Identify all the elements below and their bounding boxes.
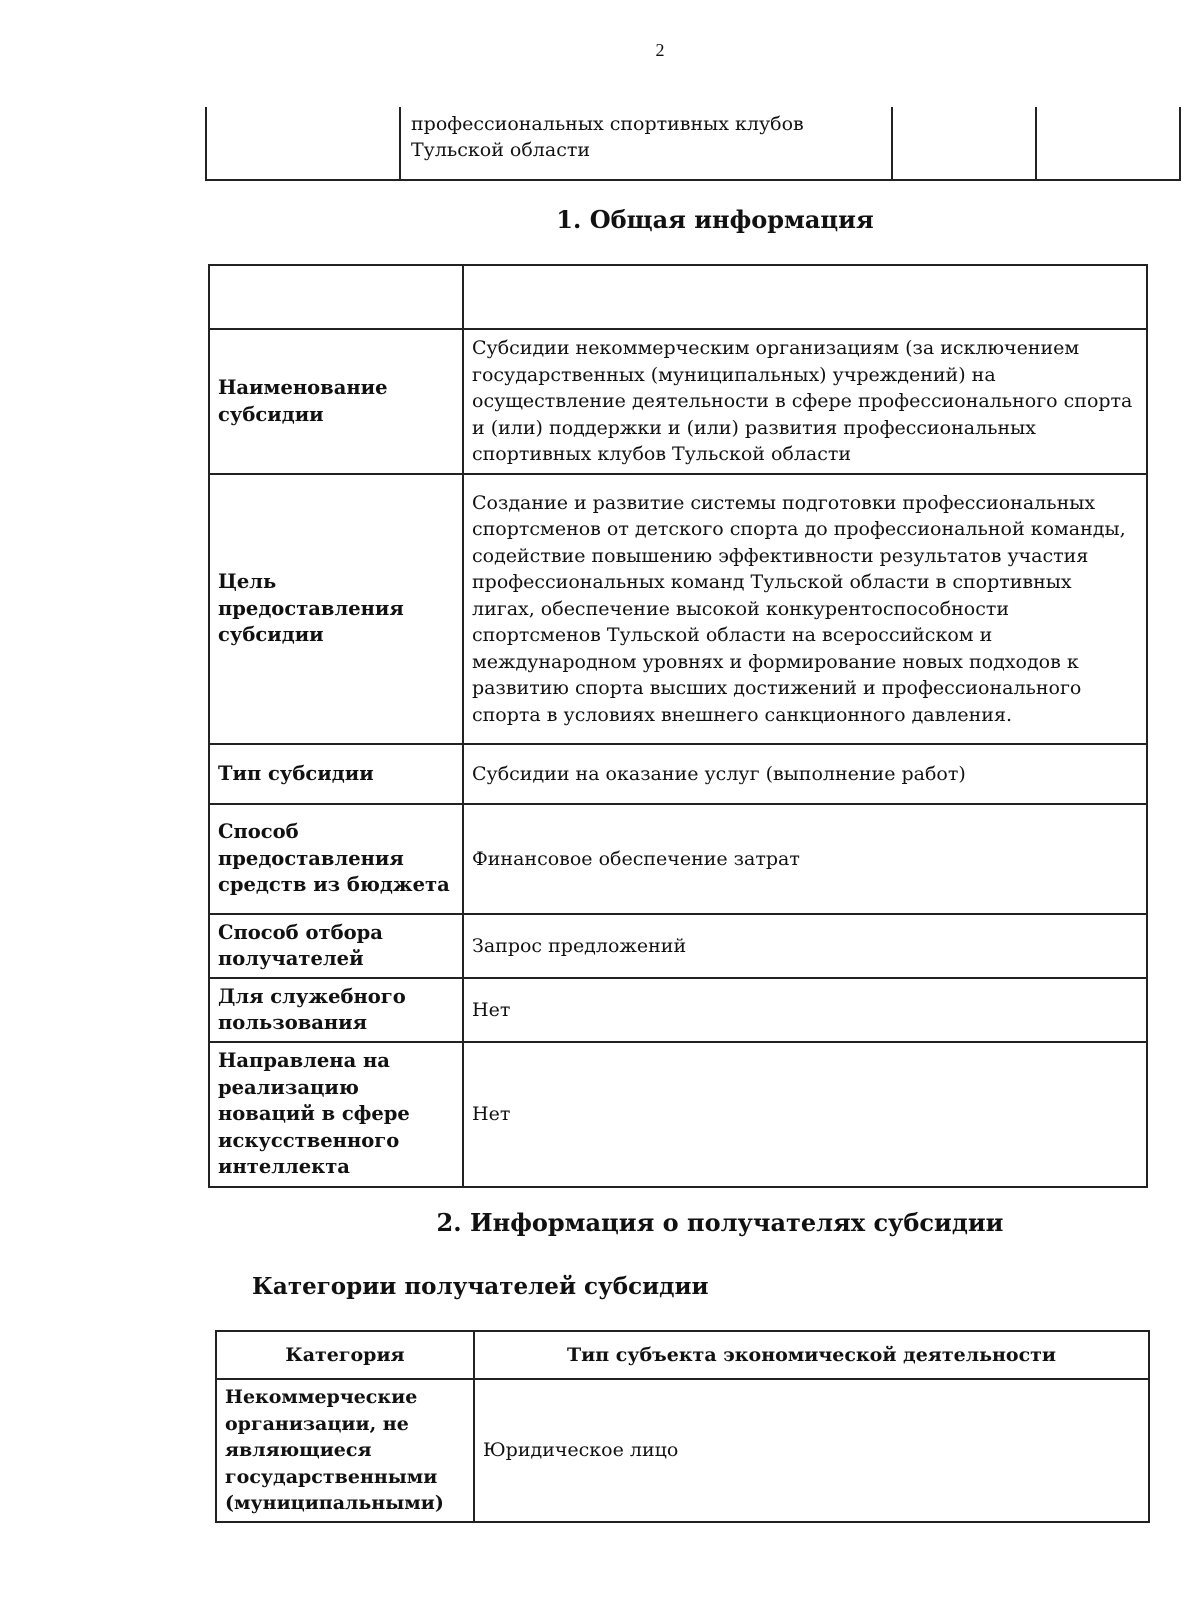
column-header-category: Категория — [216, 1331, 474, 1379]
entity-type-cell: Юридическое лицо — [474, 1379, 1149, 1522]
info-key: Тип субсидии — [209, 744, 463, 804]
fragment-cell-text: профессиональных спортивных клубов Тульской области — [400, 107, 892, 180]
fragment-cell-empty-right — [1036, 107, 1180, 180]
info-key: Для служебного пользования — [209, 978, 463, 1042]
table-row — [209, 744, 1147, 804]
table-row — [209, 978, 1147, 1042]
section-2-title: 2. Информация о получателях субсидии — [436, 1208, 1004, 1237]
continued-table-fragment — [205, 107, 1181, 181]
table-row — [209, 804, 1147, 914]
info-value: Создание и развитие системы подготовки профессиональных спортсменов от детского спорта до профессиональной команды, содействие повышению эффективности результатов участия профессиональных команд Тульской области в спортивных лигах, обеспечение высокой конкурентоспособности спортсменов Тульской области на всероссийском и международном уровнях и формирование новых подходов к развитию спорта высших достижений и профессионального спорта в условиях внешнего санкционного давления. — [463, 474, 1147, 744]
info-key — [209, 265, 463, 329]
info-value: Нет — [463, 978, 1147, 1042]
general-info-table — [208, 264, 1148, 1188]
category-cell: Некоммерческие организации, не являющиеся государственными (муниципальными) — [216, 1379, 474, 1522]
info-value: Субсидии некоммерческим организациям (за исключением государственных (муниципальных) учреждений) на осуществление деятельности в сфере профессионального спорта и (или) поддержки и (или) развития профессиональных спортивных клубов Тульской области — [463, 329, 1147, 474]
section-1-title: 1. Общая информация — [556, 205, 874, 234]
table-row — [216, 1379, 1149, 1522]
recipient-categories-table — [215, 1330, 1150, 1523]
column-header-entity-type: Тип субъекта экономической деятельности — [474, 1331, 1149, 1379]
info-key: Наименование субсидии — [209, 329, 463, 474]
recipients-categories-heading: Категории получателей субсидии — [252, 1273, 709, 1300]
info-key: Способ предоставления средств из бюджета — [209, 804, 463, 914]
info-key: Цель предоставления субсидии — [209, 474, 463, 744]
info-key: Направлена на реализацию новаций в сфере искусственного интеллекта — [209, 1042, 463, 1187]
info-value — [463, 265, 1147, 329]
info-value: Финансовое обеспечение затрат — [463, 804, 1147, 914]
table-row — [209, 914, 1147, 978]
fragment-cell-empty-left — [206, 107, 400, 180]
table-row — [209, 329, 1147, 474]
info-value: Запрос предложений — [463, 914, 1147, 978]
table-row — [209, 474, 1147, 744]
table-header-row — [216, 1331, 1149, 1379]
table-row — [209, 265, 1147, 329]
page-number: 2 — [655, 40, 665, 60]
info-key: Способ отбора получателей — [209, 914, 463, 978]
info-value: Нет — [463, 1042, 1147, 1187]
fragment-cell-empty-mid — [892, 107, 1036, 180]
table-row — [209, 1042, 1147, 1187]
info-value: Субсидии на оказание услуг (выполнение работ) — [463, 744, 1147, 804]
